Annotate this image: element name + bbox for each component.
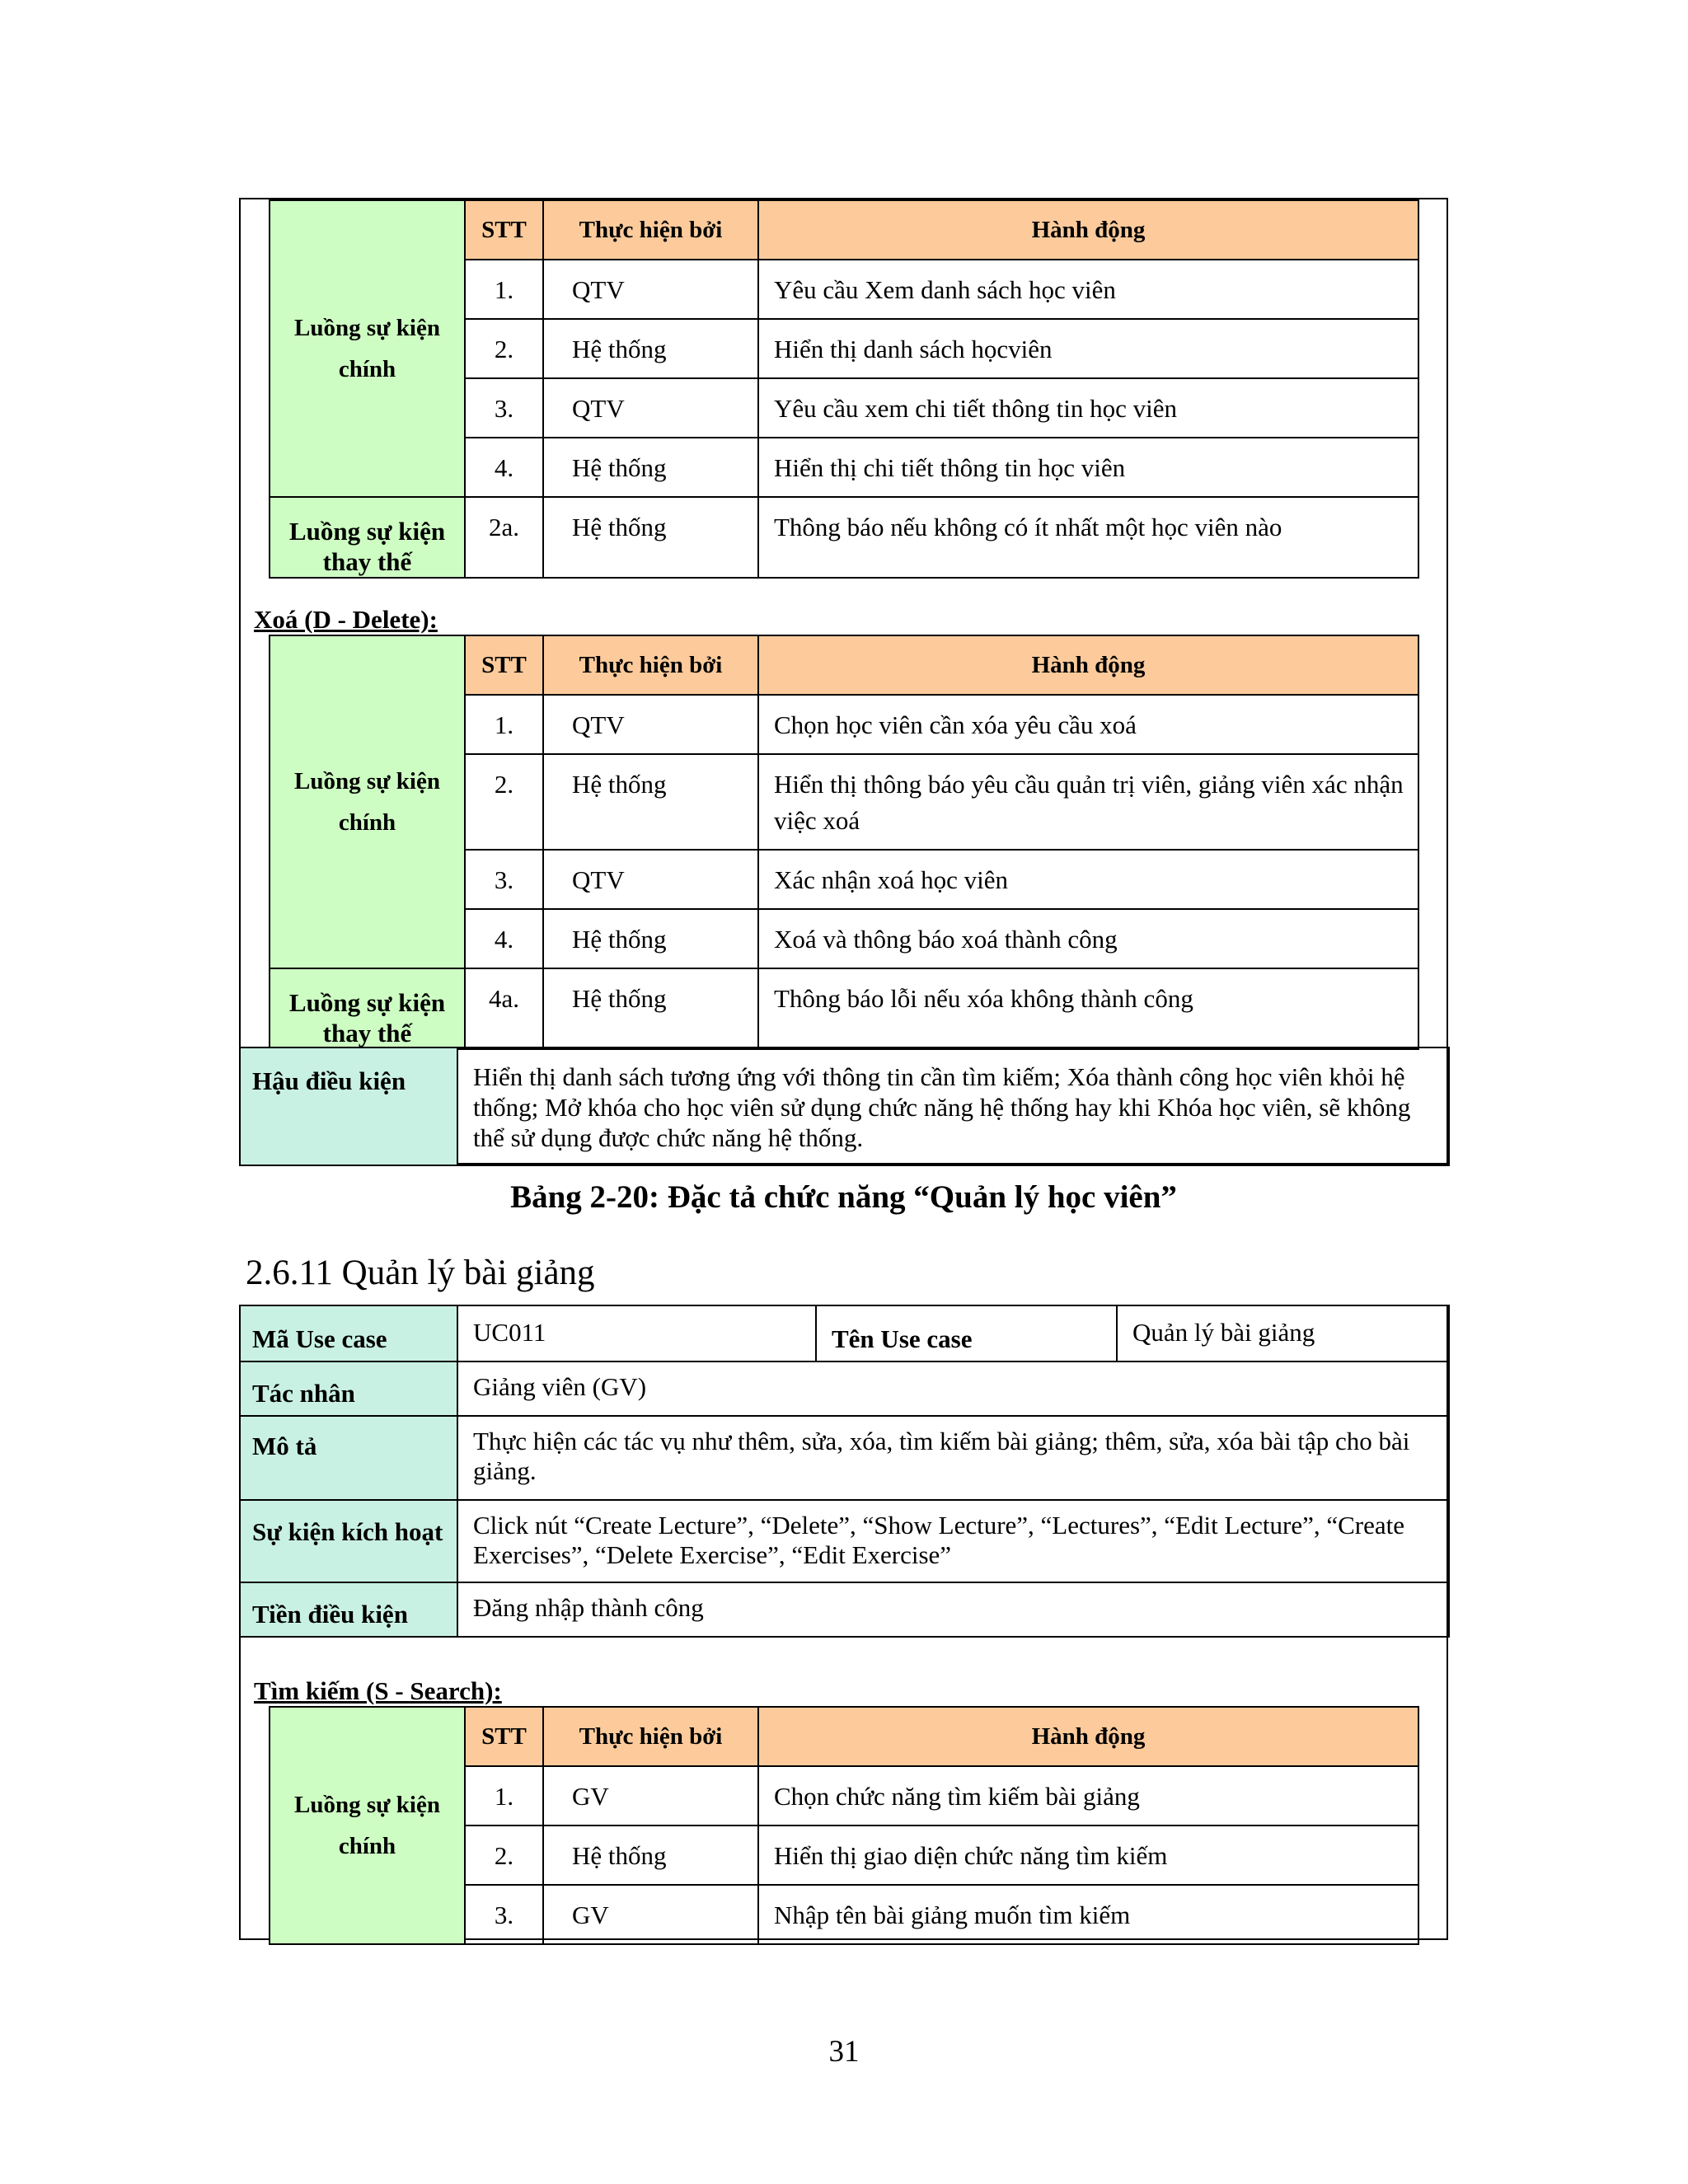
delete-section-title: Xoá (D - Delete): [254,605,438,634]
trigger-label: Sự kiện kích hoạt [240,1500,457,1582]
row-actor: QTV [543,378,758,438]
row-actor: Hệ thống [543,968,758,1049]
row-stt: 1. [465,1766,543,1825]
row-stt: 3. [465,378,543,438]
row-stt: 4. [465,438,543,497]
header-actor: Thực hiện bởi [543,635,758,695]
row-action: Yêu cầu xem chi tiết thông tin học viên [758,378,1418,438]
row-action: Nhập tên bài giảng muốn tìm kiếm [758,1885,1418,1944]
row-stt: 3. [465,850,543,909]
description-value: Thực hiện các tác vụ như thêm, sửa, xóa, tìm kiếm bài giảng; thêm, sửa, xóa bài tập cho bài giảng. [457,1416,1449,1500]
row-actor: Hệ thống [543,909,758,968]
postcondition-label: Hậu điều kiện [240,1047,457,1165]
row-actor: QTV [543,695,758,754]
usecase-table [239,1305,1450,1638]
row-stt: 2. [465,319,543,378]
section-heading: 2.6.11 Quản lý bài giảng [246,1254,595,1292]
main-flow-label: Luồng sự kiện chính [270,1707,465,1944]
trigger-value: Click nút “Create Lecture”, “Delete”, “Show Lecture”, “Lectures”, “Edit Lecture”, “Create Exercises”, “Delete Exercise”, “Edit Exercise” [457,1500,1449,1582]
row-actor: GV [543,1766,758,1825]
row-stt: 4a. [465,968,543,1049]
header-stt: STT [465,1707,543,1766]
row-action: Hiển thị giao diện chức năng tìm kiếm [758,1825,1418,1885]
page-number: 31 [828,2035,860,2069]
row-stt: 3. [465,1885,543,1944]
usecase-name: Quản lý bài giảng [1117,1305,1449,1361]
row-action: Thông báo nếu không có ít nhất một học viên nào [758,497,1418,578]
header-action: Hành động [758,635,1418,695]
row-actor: Hệ thống [543,1825,758,1885]
search-flow-table [269,1706,1419,1945]
row-actor: Hệ thống [543,754,758,850]
main-flow-label: Luồng sự kiện chính [270,635,465,968]
row-action: Xoá và thông báo xoá thành công [758,909,1418,968]
header-stt: STT [465,635,543,695]
row-stt: 2. [465,754,543,850]
row-actor: Hệ thống [543,319,758,378]
precondition-label: Tiền điều kiện [240,1582,457,1637]
table-row [270,968,1418,1049]
row-stt: 1. [465,260,543,319]
actor-value: Giảng viên (GV) [457,1361,1449,1416]
row-action: Yêu cầu Xem danh sách học viên [758,260,1418,319]
row-actor: GV [543,1885,758,1944]
row-action: Hiển thị danh sách họcviên [758,319,1418,378]
table-caption: Bảng 2-20: Đặc tả chức năng “Quản lý học viên” [510,1179,1177,1215]
row-action: Hiển thị thông báo yêu cầu quản trị viên, giảng viên xác nhận việc xoá [758,754,1418,850]
search-section-title: Tìm kiếm (S - Search): [254,1676,502,1705]
header-actor: Thực hiện bởi [543,1707,758,1766]
row-action: Chọn học viên cần xóa yêu cầu xoá [758,695,1418,754]
alt-flow-label: Luồng sự kiện thay thế [270,497,465,578]
row-action: Xác nhận xoá học viên [758,850,1418,909]
row-actor: QTV [543,850,758,909]
row-stt: 4. [465,909,543,968]
header-action: Hành động [758,200,1418,260]
postcondition-table [239,1047,1450,1166]
actor-label: Tác nhân [240,1361,457,1416]
delete-flow-table [269,635,1419,1050]
header-stt: STT [465,200,543,260]
main-flow-label: Luồng sự kiện chính [270,200,465,497]
row-actor: QTV [543,260,758,319]
usecase-code: UC011 [457,1305,816,1361]
header-action: Hành động [758,1707,1418,1766]
row-stt: 2a. [465,497,543,578]
usecase-name-label: Tên Use case [816,1305,1117,1361]
table-row [270,497,1418,578]
description-label: Mô tả [240,1416,457,1500]
row-action: Thông báo lỗi nếu xóa không thành công [758,968,1418,1049]
row-actor: Hệ thống [543,438,758,497]
alt-flow-label: Luồng sự kiện thay thế [270,968,465,1049]
row-action: Hiển thị chi tiết thông tin học viên [758,438,1418,497]
header-actor: Thực hiện bởi [543,200,758,260]
row-stt: 2. [465,1825,543,1885]
row-actor: Hệ thống [543,497,758,578]
row-stt: 1. [465,695,543,754]
row-action: Chọn chức năng tìm kiếm bài giảng [758,1766,1418,1825]
precondition-value: Đăng nhập thành công [457,1582,1449,1637]
usecase-code-label: Mã Use case [240,1305,457,1361]
postcondition-text: Hiển thị danh sách tương ứng với thông tin cần tìm kiếm; Xóa thành công học viên khỏi hệ thống; Mở khóa cho học viên sử dụng chức năng hệ thống hay khi Khóa học viên, sẽ không thể sử dụng được chức năng hệ thống. [457,1047,1449,1165]
read-flow-table [269,199,1419,579]
